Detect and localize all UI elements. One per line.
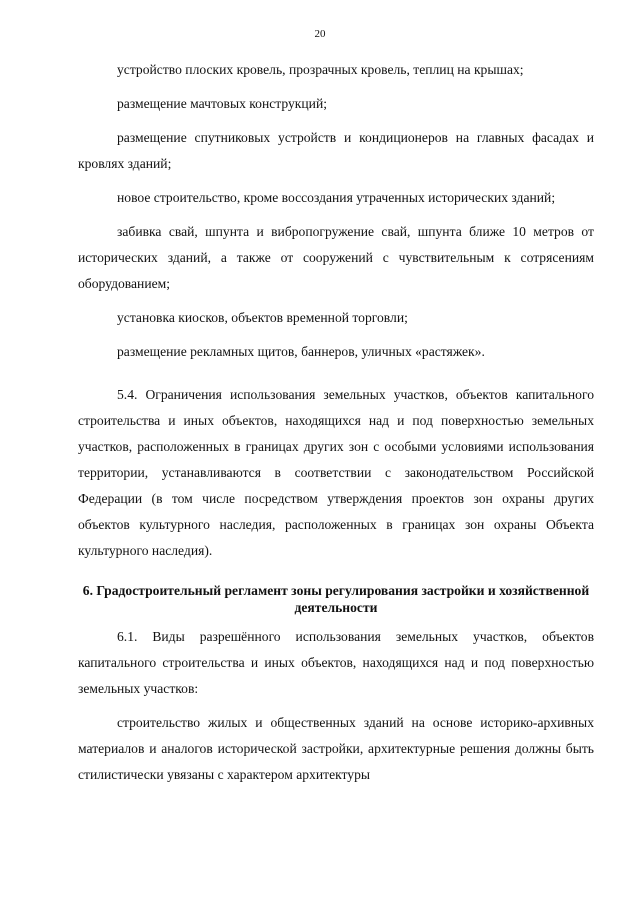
section-6-1-paragraph: 6.1. Виды разрешённого использования земельных участков, объектов капитального строительства и иных объектов, находящихся над и под поверхностью земельных участков: xyxy=(78,629,594,696)
section-6-heading: 6. Градостроительный регламент зоны регулирования застройки и хозяйственной деятельности xyxy=(82,583,590,615)
section-6-1-list-item: строительство жилых и общественных зданий на основе историко-архивных материалов и аналогов исторической застройки, архитектурные решения должны быть стилистически увязаны с характером архитектуры xyxy=(78,715,594,782)
list-item-pile-driving: забивка свай, шпунта и вибропогружение свай, шпунта ближе 10 метров от исторических зданий, а также от сооружений с чувствительным к сотрясениям оборудованием; xyxy=(78,224,594,291)
list-item-flat-roofs: устройство плоских кровель, прозрачных кровель, теплиц на крышах; xyxy=(117,62,524,77)
document-body xyxy=(78,57,594,788)
list-item-mast-structures: размещение мачтовых конструкций; xyxy=(117,96,328,111)
list-item-advertising: размещение рекламных щитов, баннеров, уличных «растяжек». xyxy=(117,344,485,359)
section-5-4-paragraph: 5.4. Ограничения использования земельных участков, объектов капитального строительства и иных объектов, находящихся над и под поверхностью земельных участков, расположенных в границах других зон с особыми условиями использования территории, устанавливаются в соответствии с законодательством Российской Федерации (в том числе посредством утверждения проектов зон охраны других объектов культурного наследия, расположенных в границах зон охраны Объекта культурного наследия). xyxy=(78,387,594,558)
page-number: 20 xyxy=(314,28,326,40)
list-item-new-construction: новое строительство, кроме воссоздания утраченных исторических зданий; xyxy=(117,190,556,205)
list-item-satellite-devices: размещение спутниковых устройств и кондиционеров на главных фасадах и кровлях зданий; xyxy=(78,130,594,171)
list-item-kiosks: установка киосков, объектов временной торговли; xyxy=(117,310,408,325)
